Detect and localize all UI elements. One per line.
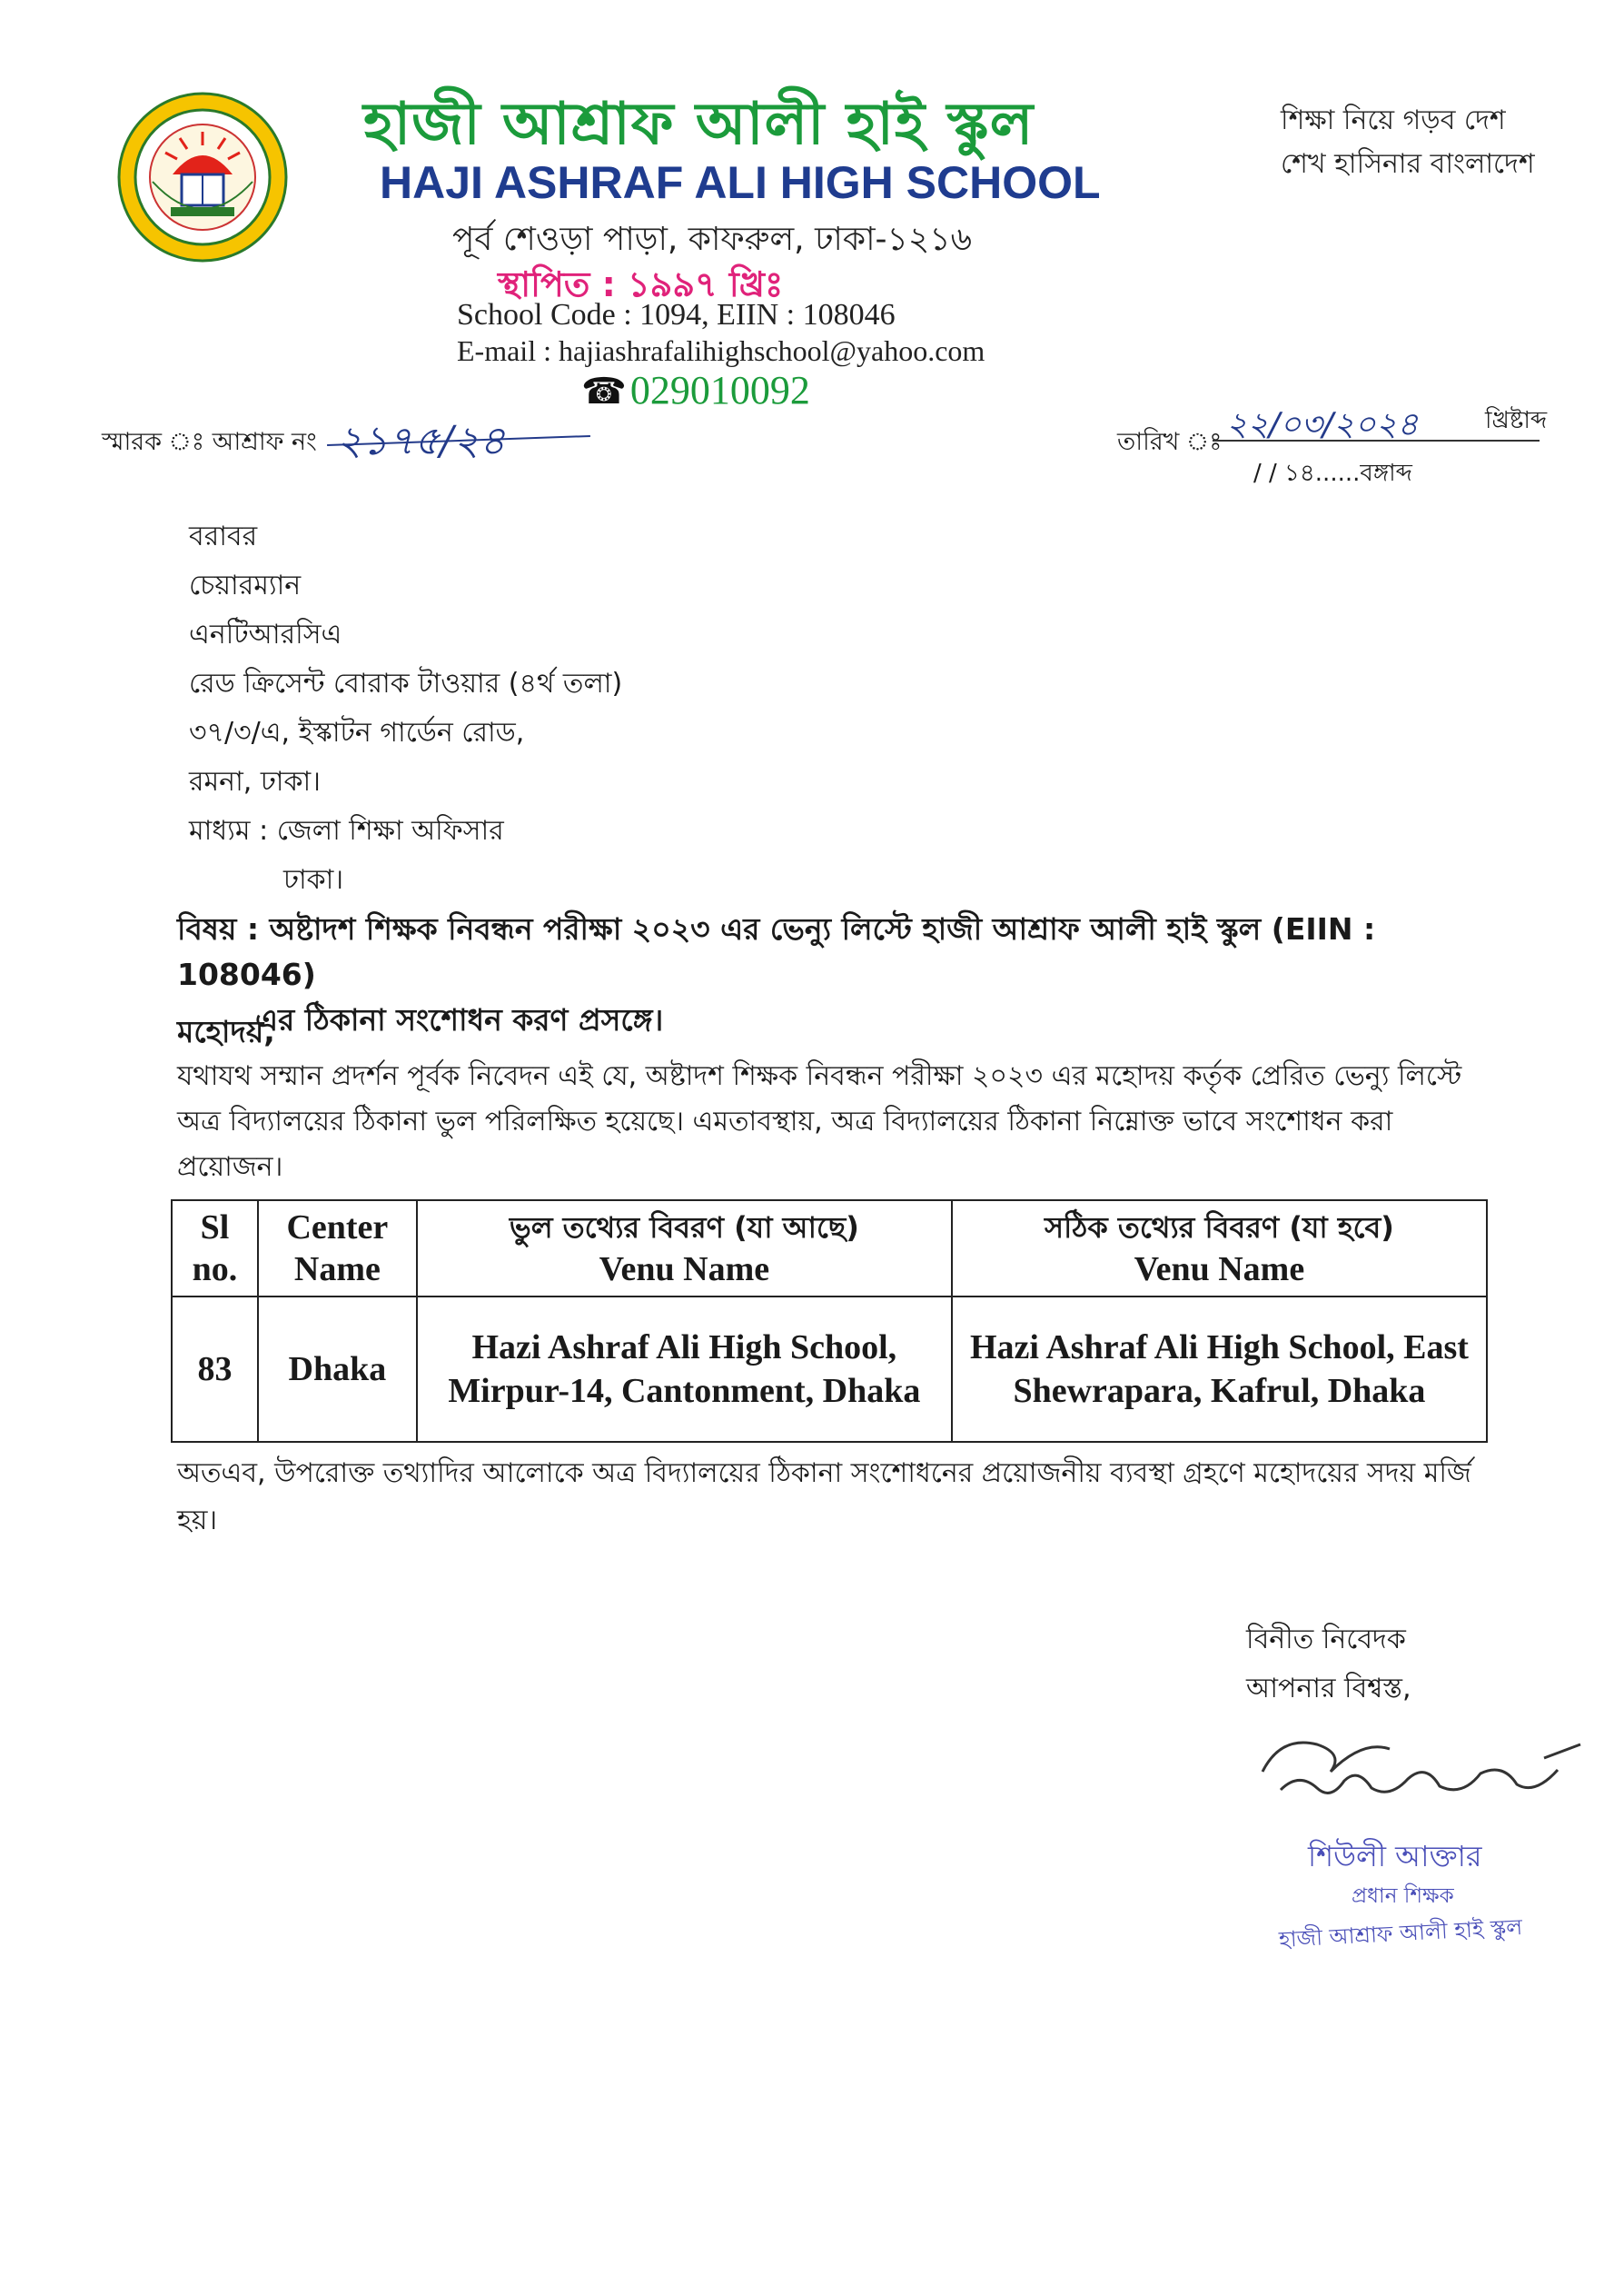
established-year: স্থাপিত : ১৯৯৭ খ্রিঃ xyxy=(498,264,784,304)
header-right-bn: সঠিক তথ্যের বিবরণ (যা হবে) xyxy=(1044,1210,1394,1245)
cell-sl: 83 xyxy=(172,1297,258,1442)
header-wrong-bn: ভুল তথ্যের বিবরণ (যা আছে) xyxy=(509,1210,859,1245)
memo-label: স্মারক ঃ আশ্রাফ নং xyxy=(102,428,317,456)
phone-icon: ☎ xyxy=(581,371,627,412)
closing-paragraph: অতএব, উপরোক্ত তথ্যাদির আলোকে অত্র বিদ্যালয়ের ঠিকানা সংশোধনের প্রয়োজনীয় ব্যবস্থা গ্রহণে মহোদয়ের সদয় মর্জি হয়। xyxy=(177,1457,1471,1536)
school-code: School Code : 1094, EIIN : 108046 xyxy=(457,298,896,332)
cell-right-venue: Hazi Ashraf Ali High School, East Shewrapara, Kafrul, Dhaka xyxy=(952,1297,1487,1442)
slogan-line-2: শেখ হাসিনার বাংলাদেশ xyxy=(1281,148,1535,180)
recipient-line: রমনা, ঢাকা। xyxy=(189,766,321,798)
table-row xyxy=(172,1297,1487,1442)
date-suffix: খ্রিষ্টাব্দ xyxy=(1485,407,1548,434)
handwritten-signature xyxy=(1244,1717,1589,1817)
venue-correction-table xyxy=(171,1199,1488,1443)
signoff-line-1: বিনীত নিবেদক xyxy=(1246,1624,1406,1655)
recipient-line: ৩৭/৩/এ, ইস্কাটন গার্ডেন রোড, xyxy=(189,717,525,749)
header-right-en: Venu Name xyxy=(1134,1250,1305,1288)
table-header-row xyxy=(172,1200,1487,1297)
header-wrong-en: Venu Name xyxy=(599,1250,770,1288)
recipient-line: বরাবর xyxy=(189,521,258,552)
body-paragraph: যথাযথ সম্মান প্রদর্শন পূর্বক নিবেদন এই যে, অষ্টাদশ শিক্ষক নিবন্ধন পরীক্ষা ২০২৩ এর মহোদয় কর্তৃক প্রেরিত ভেন্যু লিস্টে অত্র বিদ্যালয়ের ঠিকানা ভুল পরিলক্ষিত হয়েছে। এমতাবস্থায়, অত্র বিদ্যালয়ের ঠিকানা নিম্নোক্ত ভাবে সংশোধন করা প্রয়োজন। xyxy=(177,1060,1462,1183)
signoff-line-2: আপনার বিশ্বস্ত, xyxy=(1246,1673,1411,1704)
stamp-title: প্রধান শিক্ষক xyxy=(1352,1884,1454,1908)
school-phone xyxy=(581,367,1126,413)
bangla-date: / / ১৪......বঙ্গাব্দ xyxy=(1253,460,1412,487)
header-center: Center Name xyxy=(258,1200,417,1297)
school-logo-seal xyxy=(116,91,289,263)
header-wrong xyxy=(417,1200,952,1297)
stamp-school: হাজী আশ্রাফ আলী হাই স্কুল xyxy=(1278,1914,1523,1953)
recipient-line: ঢাকা। xyxy=(283,864,344,896)
date-label: তারিখ ঃ xyxy=(1117,428,1223,456)
header-sl: Sl no. xyxy=(172,1200,258,1297)
school-email: E-mail : hajiashrafalihighschool@yahoo.com xyxy=(457,334,985,367)
date-underline xyxy=(1213,440,1540,442)
cell-center: Dhaka xyxy=(258,1297,417,1442)
cell-wrong-venue: Hazi Ashraf Ali High School, Mirpur-14, Cantonment, Dhaka xyxy=(417,1297,952,1442)
recipient-line: চেয়ারম্যান xyxy=(189,570,302,601)
recipient-line: রেড ক্রিসেন্ট বোরাক টাওয়ার (৪র্থ তলা) xyxy=(189,668,623,700)
recipient-line: মাধ্যম : জেলা শিক্ষা অফিসার xyxy=(189,815,504,847)
recipient-line: এনটিআরসিএ xyxy=(189,619,342,651)
subject-line-2: এর ঠিকানা সংশোধন করণ প্রসঙ্গে। xyxy=(255,1002,664,1038)
header-right xyxy=(952,1200,1487,1297)
memo-number: ২১৭৫/২৪ xyxy=(336,418,506,464)
subject-line-1: বিষয় : অষ্টাদশ শিক্ষক নিবন্ধন পরীক্ষা ২০২৩ এর ভেন্যু লিস্টে হাজী আশ্রাফ আলী হাই স্কুল (EIIN : 108046) xyxy=(177,911,1376,992)
school-name-bangla: হাজী আশ্রাফ আলী হাই স্কুল xyxy=(363,91,1035,158)
subject xyxy=(177,907,1521,1043)
school-address: পূর্ব শেওড়া পাড়া, কাফরুল, ঢাকা-১২১৬ xyxy=(452,221,973,258)
date-value: ২২/০৩/২০২৪ xyxy=(1226,406,1419,443)
stamp-name: শিউলী আক্তার xyxy=(1308,1839,1482,1873)
salutation: মহোদয়, xyxy=(177,1014,275,1049)
school-name-english: HAJI ASHRAF ALI HIGH SCHOOL xyxy=(380,157,1101,208)
slogan-line-1: শিক্ষা নিয়ে গড়ব দেশ xyxy=(1281,104,1506,136)
phone-number: 029010092 xyxy=(629,368,810,412)
